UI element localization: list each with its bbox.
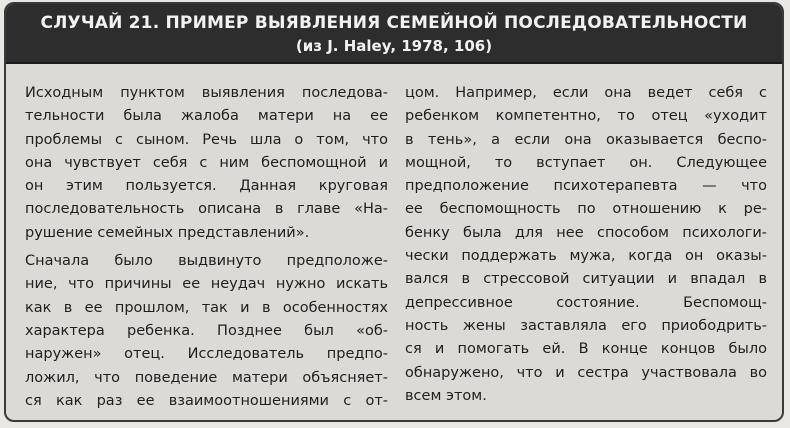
text-line: в тень», а если она оказывается беспо-	[405, 131, 767, 148]
left-column	[25, 82, 388, 413]
paragraph-2	[25, 250, 388, 413]
text-line: Исходным пунктом выявления последова-	[25, 85, 388, 101]
paragraph-3	[405, 82, 767, 408]
text-line: чески поддержать мужа, когда он оказы-	[405, 248, 767, 265]
text-line: предположение психотерапевта — что	[405, 178, 767, 195]
text-line: обнаружено, что и сестра участвовала во	[405, 364, 767, 381]
text-line: характера ребенка. Позднее был «об-	[25, 322, 388, 339]
case-box	[4, 2, 784, 422]
text-line: цом. Например, если она ведет себя с	[405, 85, 767, 101]
text-line: ложил, что поведение матери объясняет-	[25, 369, 388, 386]
text-line: всем этом.	[405, 387, 487, 404]
text-line: ность жены заставляла его приободрить-	[405, 317, 767, 334]
case-title: СЛУЧАЙ 21. ПРИМЕР ВЫЯВЛЕНИЯ СЕМЕЙНОЙ ПОСЛЕДОВАТЕЛЬНОСТИ	[40, 13, 748, 33]
text-line: вался в стрессовой ситуации и впадал в	[405, 271, 767, 288]
text-line: тельности была жалоба матери на ее	[25, 108, 388, 125]
text-line: она чувствует себя с ним беспомощной и	[25, 154, 388, 171]
text-line: мощной, то вступает он. Следующее	[405, 154, 767, 171]
paragraph-1	[25, 82, 388, 245]
case-header	[6, 4, 782, 64]
text-line: ребенком компетентно, то отец «уходит	[405, 108, 767, 125]
text-line: наружен» отец. Исследователь предпо-	[25, 346, 388, 363]
text-line: рушение семейных представлений».	[25, 224, 310, 241]
text-line: как в ее прошлом, так и в особенностях	[25, 299, 388, 316]
text-line: ся как раз ее взаимоотношениями с от-	[25, 392, 388, 409]
text-line: последовательность описана в главе «На-	[25, 201, 388, 218]
text-line: ся и помогать ей. В конце концов было	[405, 341, 767, 358]
text-line: депрессивное состояние. Беспомощ-	[405, 294, 767, 311]
text-line: ние, что причины ее неудач нужно искать	[25, 276, 388, 293]
text-line: Сначала было выдвинуто предположе-	[25, 253, 388, 270]
text-line: он этим пользуется. Данная круговая	[25, 178, 388, 195]
case-source: (из J. Haley, 1978, 106)	[295, 37, 493, 55]
text-line: ее беспомощность по отношению к ре-	[405, 201, 767, 218]
right-column	[405, 82, 767, 408]
text-line: бенку была для нее способом психологи-	[405, 224, 767, 241]
text-line: проблемы с сыном. Речь шла о том, что	[25, 131, 388, 148]
